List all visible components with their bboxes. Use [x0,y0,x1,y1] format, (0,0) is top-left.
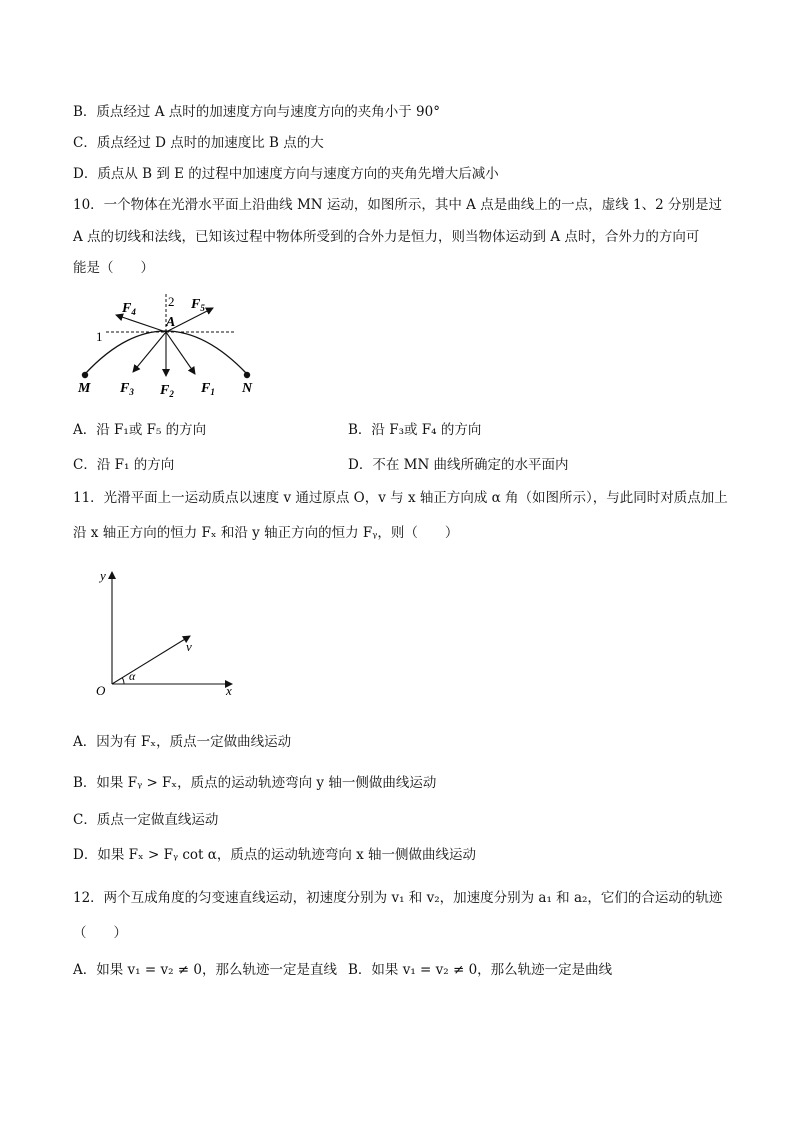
q9-option-c: C．质点经过 D 点时的加速度比 B 点的大 [73,135,324,151]
q11-option-b: B．如果 Fᵧ > Fₓ，质点的运动轨迹弯向 y 轴一侧做曲线运动 [73,775,437,791]
label-x-axis: x [226,683,232,698]
label-v: v [186,639,192,654]
label-point-n: N [242,381,253,396]
q12-option-a: A．如果 v₁ = v₂ ≠ 0，那么轨迹一定是直线 [73,962,337,978]
point-m-dot [82,372,88,378]
label-f2: $F_2$ [160,383,174,399]
q9-option-d: D．质点从 B 到 E 的过程中加速度方向与速度方向的夹角先增大后减小 [73,166,499,182]
label-f4: $F_4$ [122,301,136,317]
q11-option-a: A．因为有 Fₓ，质点一定做曲线运动 [73,734,292,750]
q10-stem-line-1: 10．一个物体在光滑水平面上沿曲线 MN 运动，如图所示，其中 A 点是曲线上的一点，虚线 1、2 分别是过 [73,197,722,213]
label-f1: $F_1$ [201,381,215,397]
arrow-f4 [116,315,166,332]
q12-stem-line-2: （ ） [73,925,127,941]
label-line-2: 2 [168,294,175,309]
label-f5: $F_5$ [191,297,205,313]
arrow-f3 [133,332,166,372]
label-f3: $F_3$ [120,381,134,397]
arrow-f1 [166,332,195,374]
q12-option-b: B．如果 v₁ = v₂ ≠ 0，那么轨迹一定是曲线 [348,962,613,978]
q12-stem-line-1: 12．两个互成角度的匀变速直线运动，初速度分别为 v₁ 和 v₂，加速度分别为 a₁ 和 a₂，它们的合运动的轨迹 [73,890,723,906]
q9-option-b: B．质点经过 A 点时的加速度方向与速度方向的夹角小于 90° [73,104,440,120]
q10-stem-line-3: 能是（ ） [73,260,154,276]
q10-option-c: C．沿 F₁ 的方向 [73,457,175,473]
label-alpha: α [129,669,136,683]
q11-option-c: C．质点一定做直线运动 [73,812,219,828]
label-line-1: 1 [96,329,103,344]
velocity-vector [112,636,190,684]
q11-option-d: D．如果 Fₓ > Fᵧ cot α，质点的运动轨迹弯向 x 轴一侧做曲线运动 [73,847,477,863]
q11-stem-line-1: 11．光滑平面上一运动质点以速度 v 通过原点 O，v 与 x 轴正方向成 α 角（如图所示），与此同时对质点加上 [73,490,728,506]
q11-stem-line-2: 沿 x 轴正方向的恒力 Fₓ 和沿 y 轴正方向的恒力 Fᵧ，则（ ） [73,525,459,541]
angle-arc [122,678,124,684]
q10-option-b: B．沿 F₃或 F₄ 的方向 [348,422,482,438]
label-point-a: A [166,315,176,330]
q10-option-a: A．沿 F₁或 F₅ 的方向 [73,422,207,438]
label-origin-o: O [96,683,106,698]
label-y-axis: y [100,568,106,583]
q11-figure-velocity-axes [92,564,242,698]
q10-figure-force-diagram [70,290,270,402]
q10-stem-line-2: A 点的切线和法线，已知该过程中物体所受到的合外力是恒力，则当物体运动到 A 点时，合外力的方向可 [73,229,700,245]
q10-option-d: D．不在 MN 曲线所确定的水平面内 [348,457,569,473]
label-point-m: M [78,381,91,396]
point-n-dot [244,372,250,378]
